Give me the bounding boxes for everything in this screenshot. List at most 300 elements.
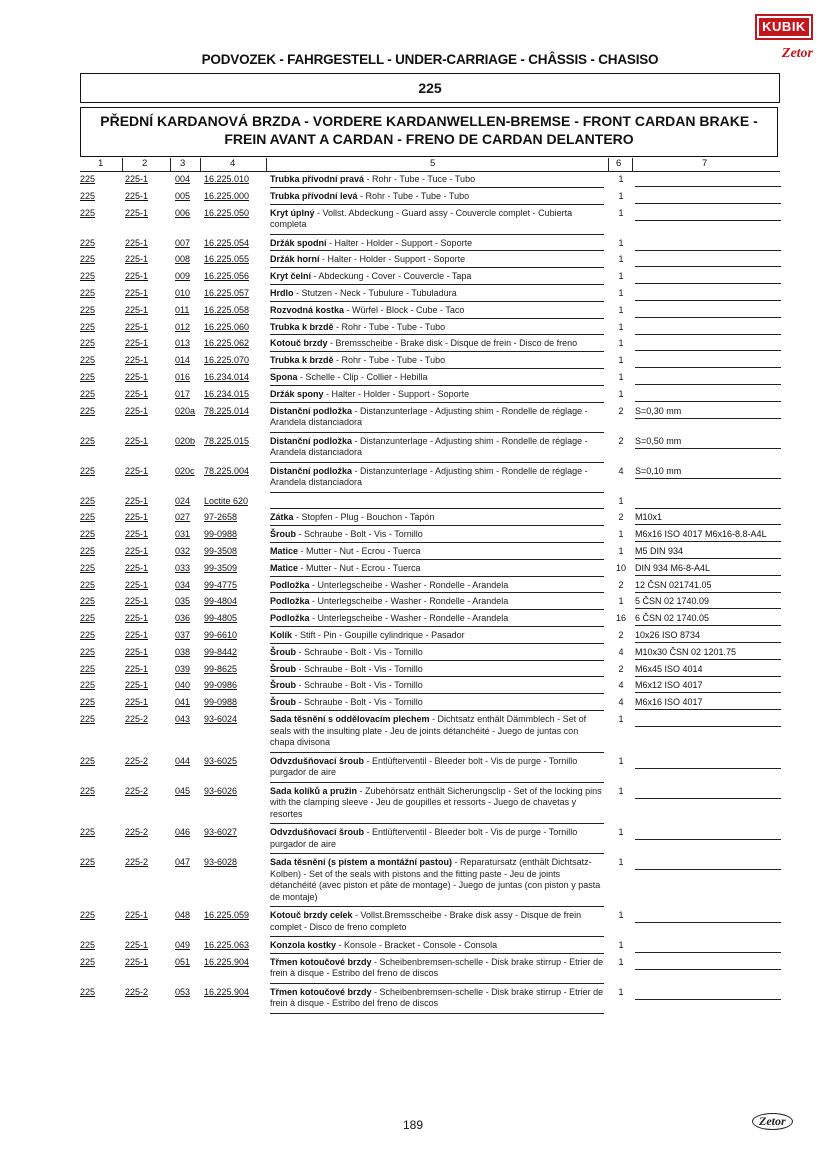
quantity-cell: 1	[618, 910, 624, 920]
subgroup-cell: 225-1	[125, 495, 149, 506]
part-translations: - Rohr - Tube - Tuce - Tubo	[364, 174, 476, 184]
subgroup-cell: 225-1	[125, 529, 149, 540]
subgroup-cell: 225-2	[125, 827, 149, 837]
table-row	[80, 786, 780, 828]
part-name: Matice	[270, 562, 299, 573]
quantity-cell: 1	[618, 956, 624, 967]
group-cell: 225	[80, 190, 96, 201]
quantity-cell: 16	[615, 613, 626, 624]
part-name: Sada těsnění (s pístem a montážní pastou)	[270, 857, 453, 867]
quantity-cell: 1	[618, 714, 624, 724]
part-number-cell: 93-6026	[204, 785, 238, 796]
part-translations: - Rohr - Tube - Tube - Tubo	[357, 190, 470, 201]
table-row	[80, 940, 780, 957]
part-name: Odvzdušňovací šroub	[270, 827, 365, 837]
part-number-cell: 78.225.014	[204, 405, 250, 416]
subgroup-cell: 225-1	[125, 207, 149, 218]
description-cell	[270, 664, 604, 678]
description-cell	[270, 546, 604, 560]
quantity-cell: 2	[618, 405, 624, 416]
part-number-cell: 16.225.056	[204, 271, 250, 282]
part-translations: - Konsole - Bracket - Console - Consola	[336, 940, 498, 950]
part-translations: - Rohr - Tube - Tube - Tubo	[333, 321, 446, 332]
part-number-cell: 99-6610	[204, 630, 238, 640]
subgroup-cell: 225-1	[125, 338, 149, 349]
group-cell: 225	[80, 857, 96, 867]
part-translations: - Entlüfterventil - Bleeder bolt - Vis de purge - Tornillo purgador de aire	[270, 827, 578, 849]
position-cell: 045	[175, 785, 191, 796]
table-row	[80, 372, 780, 389]
column-header	[80, 158, 780, 172]
position-cell: 032	[175, 546, 191, 556]
table-row	[80, 208, 780, 238]
description-cell	[270, 174, 604, 188]
note-cell: M6x16 ISO 4017	[635, 697, 781, 710]
description-cell	[270, 680, 604, 694]
quantity-cell: 1	[618, 857, 624, 867]
group-cell: 225	[80, 579, 96, 590]
table-row	[80, 613, 780, 630]
table-row	[80, 987, 780, 1017]
group-cell: 225	[80, 495, 96, 506]
quantity-cell: 1	[618, 827, 624, 837]
quantity-cell: 1	[618, 174, 624, 184]
quantity-cell: 4	[618, 465, 624, 476]
description-cell	[270, 613, 604, 627]
table-row	[80, 355, 780, 372]
note-cell	[635, 910, 781, 923]
quantity-cell: 1	[618, 596, 624, 607]
quantity-cell: 10	[615, 562, 626, 573]
note-cell	[635, 254, 781, 267]
part-number-cell: 99-8442	[204, 646, 238, 657]
part-name: Šroub	[270, 529, 296, 540]
table-row	[80, 664, 780, 681]
description-cell	[270, 466, 604, 493]
part-number-cell: 99-0988	[204, 529, 238, 540]
group-cell: 225	[80, 321, 96, 332]
part-name: Šroub	[270, 697, 296, 708]
description-cell	[270, 288, 604, 302]
group-cell: 225	[80, 512, 96, 523]
part-name: Držák spodní	[270, 237, 327, 248]
position-cell: 006	[175, 207, 191, 218]
part-name: Spona	[270, 372, 298, 382]
quantity-cell: 1	[618, 785, 624, 796]
position-cell: 043	[175, 714, 191, 724]
subgroup-cell: 225-1	[125, 237, 149, 248]
part-name: Rozvodná kostka	[270, 304, 345, 315]
quantity-cell: 1	[618, 755, 624, 766]
note-cell	[635, 238, 781, 251]
column-header-7: 7	[702, 158, 708, 169]
position-cell: 004	[175, 174, 191, 184]
part-translations: - Unterlegscheibe - Washer - Rondelle - Arandela	[309, 613, 509, 624]
part-number-cell: 93-6024	[204, 714, 238, 724]
position-cell: 041	[175, 697, 191, 708]
quantity-cell: 1	[618, 372, 624, 382]
group-cell: 225	[80, 529, 96, 540]
group-cell: 225	[80, 940, 96, 950]
part-translations: - Mutter - Nut - Ecrou - Tuerca	[298, 546, 421, 556]
note-cell	[635, 957, 781, 970]
group-cell: 225	[80, 405, 96, 416]
description-cell	[270, 191, 604, 205]
quantity-cell: 1	[618, 338, 624, 349]
part-number-cell: 16.225.050	[204, 207, 250, 218]
subgroup-cell: 225-1	[125, 940, 149, 950]
section-title	[80, 107, 778, 157]
part-number-cell: 99-4804	[204, 596, 238, 607]
group-cell: 225	[80, 663, 96, 674]
note-cell	[635, 322, 781, 335]
part-name: Trubka k brzdě	[270, 355, 334, 366]
description-cell	[270, 254, 604, 268]
group-cell: 225	[80, 986, 96, 997]
part-number-cell: 16.225.057	[204, 288, 250, 298]
part-name: Kotouč brzdy	[270, 338, 328, 349]
quantity-cell: 1	[618, 271, 624, 282]
group-cell: 225	[80, 910, 96, 920]
note-cell	[635, 756, 781, 769]
note-cell	[635, 338, 781, 351]
quantity-cell: 1	[618, 495, 624, 506]
table-row	[80, 305, 780, 322]
note-cell	[635, 857, 781, 870]
position-cell: 035	[175, 596, 191, 607]
position-cell: 034	[175, 579, 191, 590]
part-number-cell: 16.225.063	[204, 940, 250, 950]
group-cell: 225	[80, 827, 96, 837]
quantity-cell: 1	[618, 254, 624, 265]
table-row	[80, 647, 780, 664]
position-cell: 008	[175, 254, 191, 265]
group-cell: 225	[80, 596, 96, 607]
table-row	[80, 512, 780, 529]
subgroup-cell: 225-2	[125, 986, 149, 997]
part-name: Sada těsnění s oddělovacím plechem	[270, 714, 430, 724]
part-number-cell: 16.225.904	[204, 986, 250, 997]
note-cell	[635, 987, 781, 1000]
part-name: Držák spony	[270, 388, 324, 399]
quantity-cell: 1	[618, 355, 624, 366]
description-cell	[270, 436, 604, 463]
part-translations: - Schraube - Bolt - Vis - Tornillo	[296, 646, 423, 657]
kubik-logo: KUBIK	[755, 14, 813, 40]
subgroup-cell: 225-1	[125, 512, 149, 523]
group-cell: 225	[80, 338, 96, 349]
part-name: Podložka	[270, 579, 310, 590]
position-cell: 044	[175, 755, 191, 766]
part-name: Podložka	[270, 596, 310, 607]
part-translations: - Scheibenbremsen-schelle - Disk brake stirrup - Etrier de frein à disque - Estribo del freno de discos	[270, 956, 604, 979]
part-translations: - Distanzunterlage - Adjusting shim - Rondelle de réglage - Arandela distanciadora	[270, 465, 588, 488]
note-cell: M10x1	[635, 512, 781, 525]
position-cell: 010	[175, 288, 191, 298]
note-cell: M6x12 ISO 4017	[635, 680, 781, 693]
part-number-cell: 99-8625	[204, 663, 238, 674]
note-cell	[635, 786, 781, 799]
part-name: Sada kolíků a pružin	[270, 785, 358, 796]
column-header-6: 6	[616, 158, 622, 169]
note-cell	[635, 372, 781, 385]
position-cell: 038	[175, 646, 191, 657]
part-translations: - Entlüfterventil - Bleeder bolt - Vis de purge - Tornillo purgador de aire	[270, 755, 578, 777]
subgroup-cell: 225-1	[125, 910, 149, 920]
description-cell	[270, 987, 604, 1014]
part-translations: - Distanzunterlage - Adjusting shim - Rondelle de réglage - Arandela distanciadora	[270, 435, 588, 458]
part-translations: - Rohr - Tube - Tube - Tubo	[333, 355, 446, 366]
position-cell: 009	[175, 271, 191, 282]
table-row	[80, 957, 780, 987]
description-cell	[270, 338, 604, 352]
part-name: Šroub	[270, 646, 296, 657]
column-header-1: 1	[98, 158, 104, 169]
subgroup-cell: 225-2	[125, 857, 149, 867]
position-cell: 047	[175, 857, 191, 867]
part-number-cell: 16.234.014	[204, 372, 250, 382]
table-row	[80, 756, 780, 786]
group-cell: 225	[80, 288, 96, 298]
part-name: Distanční podložka	[270, 405, 353, 416]
part-name: Kryt čelní	[270, 271, 312, 282]
description-cell	[270, 596, 604, 610]
part-number-cell: 16.234.015	[204, 388, 250, 399]
table-row	[80, 406, 780, 436]
table-row	[80, 857, 780, 910]
description-cell	[270, 857, 604, 907]
part-name: Třmen kotoučové brzdy	[270, 956, 372, 967]
group-cell: 225	[80, 755, 96, 766]
part-translations: - Bremsscheibe - Brake disk - Disque de frein - Disco de freno	[327, 338, 578, 349]
part-translations: - Halter - Holder - Support - Soporte	[319, 254, 466, 265]
part-number-cell: 93-6025	[204, 755, 238, 766]
position-cell: 051	[175, 956, 191, 967]
note-cell	[635, 389, 781, 402]
subgroup-cell: 225-1	[125, 405, 149, 416]
subgroup-cell: 225-1	[125, 546, 149, 556]
table-row	[80, 466, 780, 496]
part-translations: - Distanzunterlage - Adjusting shim - Rondelle de réglage - Arandela distanciadora	[270, 405, 588, 428]
part-number-cell: 99-0988	[204, 697, 238, 708]
part-name: Distanční podložka	[270, 435, 353, 446]
description-cell	[270, 355, 604, 369]
group-cell: 225	[80, 355, 96, 366]
subgroup-cell: 225-1	[125, 388, 149, 399]
position-cell: 037	[175, 630, 191, 640]
quantity-cell: 1	[618, 304, 624, 315]
position-cell: 020c	[175, 465, 195, 476]
part-translations: - Schraube - Bolt - Vis - Tornillo	[296, 529, 423, 540]
part-number-cell: 16.225.010	[204, 174, 250, 184]
description-cell	[270, 512, 604, 526]
position-cell: 011	[175, 304, 190, 315]
part-translations: - Schelle - Clip - Collier - Hebilla	[297, 372, 428, 382]
part-name: Držák horní	[270, 254, 320, 265]
quantity-cell: 1	[618, 529, 624, 540]
subgroup-cell: 225-1	[125, 697, 149, 708]
description-cell	[270, 697, 604, 711]
part-number-cell: 16.225.060	[204, 321, 250, 332]
description-cell	[270, 496, 604, 510]
part-name: Kolík	[270, 630, 293, 640]
subgroup-cell: 225-1	[125, 321, 149, 332]
table-row	[80, 714, 780, 756]
part-number-cell: 99-4805	[204, 613, 238, 624]
table-row	[80, 596, 780, 613]
note-cell	[635, 714, 781, 727]
description-cell	[270, 389, 604, 403]
description-cell	[270, 208, 604, 235]
column-header-5: 5	[430, 158, 436, 169]
quantity-cell: 1	[618, 986, 624, 997]
part-name: Zátka	[270, 512, 294, 523]
page-number: 189	[402, 1118, 424, 1132]
part-translations: - Halter - Holder - Support - Soporte	[326, 237, 473, 248]
position-cell: 040	[175, 680, 191, 691]
quantity-cell: 1	[618, 321, 624, 332]
table-row	[80, 191, 780, 208]
quantity-cell: 1	[618, 546, 624, 556]
table-row	[80, 174, 780, 191]
table-row	[80, 238, 780, 255]
note-cell: M10x30 ČSN 02 1201.75	[635, 647, 781, 660]
table-row	[80, 697, 780, 714]
note-cell	[635, 940, 781, 953]
part-name: Třmen kotoučové brzdy	[270, 986, 372, 997]
part-translations: - Stift - Pin - Goupille cylindrique - Pasador	[292, 630, 465, 640]
part-number-cell: 16.225.062	[204, 338, 250, 349]
note-cell	[635, 174, 781, 187]
description-cell	[270, 563, 604, 577]
part-translations: - Unterlegscheibe - Washer - Rondelle - Arandela	[309, 579, 509, 590]
table-row	[80, 254, 780, 271]
note-cell: 12 ČSN 021741.05	[635, 580, 781, 593]
note-cell	[635, 208, 781, 221]
part-name: Trubka k brzdě	[270, 321, 334, 332]
part-translations: - Würfel - Block - Cube - Taco	[344, 304, 465, 315]
note-cell	[635, 305, 781, 318]
position-cell: 053	[175, 986, 191, 997]
zetor-footer-logo: Zetor	[752, 1113, 793, 1130]
part-translations: - Stopfen - Plug - Bouchon - Tapón	[293, 512, 435, 523]
description-cell	[270, 786, 604, 825]
position-cell: 048	[175, 910, 191, 920]
part-name: Podložka	[270, 613, 310, 624]
group-cell: 225	[80, 613, 96, 624]
description-cell	[270, 827, 604, 854]
column-header-4: 4	[230, 158, 236, 169]
quantity-cell: 1	[618, 190, 624, 201]
zetor-logo: Zetor	[781, 46, 813, 61]
part-number-cell: 99-0986	[204, 680, 238, 691]
description-cell	[270, 630, 604, 644]
position-cell: 013	[175, 338, 191, 349]
note-cell: 5 ČSN 02 1740.09	[635, 596, 781, 609]
table-row	[80, 910, 780, 940]
position-cell: 017	[175, 388, 191, 399]
note-cell: M5 DIN 934	[635, 546, 781, 559]
subgroup-cell: 225-1	[125, 663, 149, 674]
group-cell: 225	[80, 271, 96, 282]
part-name: Kryt úplný	[270, 207, 315, 218]
group-cell: 225	[80, 562, 96, 573]
part-number-cell: Loctite 620	[204, 495, 249, 506]
part-number-cell: 16.225.904	[204, 956, 250, 967]
table-row	[80, 436, 780, 466]
description-cell	[270, 714, 604, 753]
quantity-cell: 2	[618, 579, 624, 590]
part-name: Konzola kostky	[270, 940, 337, 950]
note-cell: 10x26 ISO 8734	[635, 630, 781, 643]
group-cell: 225	[80, 785, 96, 796]
position-cell: 031	[175, 529, 191, 540]
part-name: Šroub	[270, 663, 296, 674]
table-row	[80, 271, 780, 288]
note-cell: DIN 934 M6-8-A4L	[635, 563, 781, 576]
note-cell: M6x45 ISO 4014	[635, 664, 781, 677]
section-title-line2: FREIN AVANT A CARDAN - FRENO DE CARDAN DELANTERO	[224, 131, 634, 147]
part-number-cell: 97-2658	[204, 512, 238, 523]
part-number-cell: 16.225.000	[204, 190, 250, 201]
subgroup-cell: 225-1	[125, 304, 149, 315]
position-cell: 016	[175, 372, 191, 382]
quantity-cell: 4	[618, 697, 624, 708]
part-number-cell: 93-6028	[204, 857, 238, 867]
quantity-cell: 1	[618, 288, 624, 298]
part-translations: - Abdeckung - Cover - Couvercle - Tapa	[311, 271, 472, 282]
subgroup-cell: 225-1	[125, 435, 149, 446]
group-cell: 225	[80, 714, 96, 724]
table-row	[80, 580, 780, 597]
part-translations: - Schraube - Bolt - Vis - Tornillo	[296, 680, 423, 691]
part-number-cell: 16.225.058	[204, 304, 250, 315]
table-row	[80, 630, 780, 647]
description-cell	[270, 305, 604, 319]
part-name: Trubka přívodní pravá	[270, 174, 365, 184]
subgroup-cell: 225-1	[125, 646, 149, 657]
part-translations: - Reparatursatz (enthält Dichtsatz-Kolben) - Set of the seals with pistons and the fitting paste - Jeu de joints détanchéité (avec piston et pâte de montage) - Juego de juntas (con piston y pasta de montaje)	[270, 857, 601, 902]
description-cell	[270, 580, 604, 594]
note-cell	[635, 496, 781, 509]
note-cell: S=0,10 mm	[635, 466, 781, 479]
position-cell: 012	[175, 321, 191, 332]
position-cell: 020a	[175, 405, 196, 416]
subgroup-cell: 225-2	[125, 785, 149, 796]
description-cell	[270, 940, 604, 954]
subgroup-cell: 225-1	[125, 613, 149, 624]
subgroup-cell: 225-1	[125, 174, 149, 184]
table-row	[80, 827, 780, 857]
subgroup-cell: 225-1	[125, 254, 149, 265]
subgroup-cell: 225-1	[125, 579, 149, 590]
part-translations: - Schraube - Bolt - Vis - Tornillo	[296, 697, 423, 708]
group-cell: 225	[80, 546, 96, 556]
quantity-cell: 2	[618, 630, 624, 640]
quantity-cell: 4	[618, 646, 624, 657]
description-cell	[270, 271, 604, 285]
table-row	[80, 338, 780, 355]
position-cell: 024	[175, 495, 191, 506]
part-number-cell: 16.225.070	[204, 355, 250, 366]
group-cell: 225	[80, 646, 96, 657]
part-name: Distanční podložka	[270, 465, 353, 476]
part-number-cell: 16.225.059	[204, 910, 250, 920]
part-translations: - Vollst.Bremsscheibe - Brake disk assy - Disque de frein complet - Disco de freno completo	[270, 910, 582, 932]
subgroup-cell: 225-1	[125, 956, 149, 967]
part-name: Kotouč brzdy celek	[270, 910, 353, 920]
table-row	[80, 288, 780, 305]
